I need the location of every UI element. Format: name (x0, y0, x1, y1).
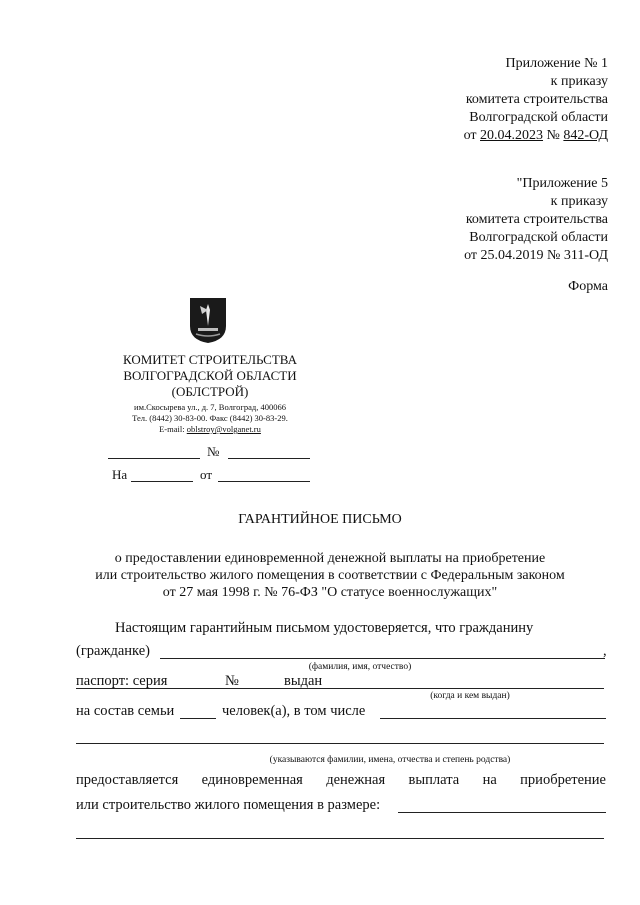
family-members-field-line2[interactable] (76, 743, 604, 744)
org-email-link[interactable]: oblstroy@volganet.ru (186, 424, 261, 434)
family-count-field[interactable] (180, 718, 216, 719)
letter-title: ГАРАНТИЙНОЕ ПИСЬМО (238, 512, 402, 527)
amount-field[interactable] (398, 812, 606, 813)
org-name-line3: (ОБЛСТРОЙ) (171, 384, 249, 399)
org-name-line1: КОМИТЕТ СТРОИТЕЛЬСТВА (122, 352, 298, 367)
appendix5-line1: "Приложение 5 (516, 176, 608, 191)
letterhead (100, 352, 320, 435)
citizen-name-field[interactable] (160, 658, 605, 659)
amount-field-line2[interactable] (76, 838, 604, 839)
org-name-line2: ВОЛГОГРАДСКОЙ ОБЛАСТИ (123, 368, 297, 383)
citizen-comma: , (603, 643, 607, 659)
org-address: им.Скосырева ул., д. 7, Волгоград, 400066 (134, 402, 286, 412)
na-blank[interactable] (131, 481, 193, 482)
appendix1-line1: Приложение № 1 (505, 56, 608, 71)
passport-number-label: № (225, 673, 239, 689)
intro-text: Настоящим гарантийным письмом удостоверяется, что гражданину (115, 620, 534, 636)
appendix5-line2: к приказу (550, 194, 608, 209)
amount-label: или строительство жилого помещения в размере: (76, 797, 381, 813)
appendix1-line4: Волгоградской области (469, 110, 608, 125)
coat-of-arms-icon (188, 296, 228, 344)
appendix1-line3: комитета строительства (465, 92, 608, 107)
family-hint: (указываются фамилии, имена, отчества и степень родства) (269, 755, 511, 765)
ot-label: от (200, 467, 213, 482)
reg-number-label: № (207, 444, 220, 459)
na-label: На (112, 467, 128, 482)
appendix1-block (464, 55, 608, 145)
appendix1-number: 842-ОД (563, 128, 608, 143)
family-members-field[interactable] (380, 718, 606, 719)
letter-subtitle: о предоставлении единовременной денежной выплаты на приобретение или строительство жилого помещения в соответствии с Федеральным законом от 27 мая 1998 г. № 76-ФЗ "О статусе военнослужащих" (95, 551, 565, 600)
appendix5-line5: от 25.04.2019 № 311-ОД (464, 248, 608, 263)
org-phones: Тел. (8442) 30-83-00. Факс (8442) 30-83-29. (132, 413, 288, 423)
family-prefix: на состав семьи (76, 703, 175, 719)
reg-number-blank[interactable] (228, 458, 310, 459)
fio-hint: (фамилия, имя, отчество) (308, 662, 412, 672)
appendix1-line2: к приказу (550, 74, 608, 89)
provided-line: предоставляется единовременная денежная выплата на приобретение (76, 772, 606, 788)
appendix1-date: 20.04.2023 (480, 128, 544, 143)
ot-blank[interactable] (218, 481, 310, 482)
appendix5-line3: комитета строительства (465, 212, 608, 227)
appendix1-date-line: от 20.04.2023 № 842-ОД (463, 128, 608, 143)
org-email-line: E-mail: oblstroy@volganet.ru (159, 424, 261, 434)
appendix5-block (464, 175, 608, 265)
family-suffix: человек(а), в том числе (222, 703, 366, 719)
passport-series-label: паспорт: серия (76, 673, 168, 689)
citizen-label: (гражданке) (76, 643, 151, 659)
reg-date-blank[interactable] (108, 458, 200, 459)
issued-hint: (когда и кем выдан) (430, 691, 510, 701)
appendix5-line4: Волгоградской области (469, 230, 608, 245)
passport-issued-label: выдан (284, 673, 323, 689)
passport-field[interactable] (76, 688, 604, 689)
form-label: Форма (568, 279, 608, 294)
